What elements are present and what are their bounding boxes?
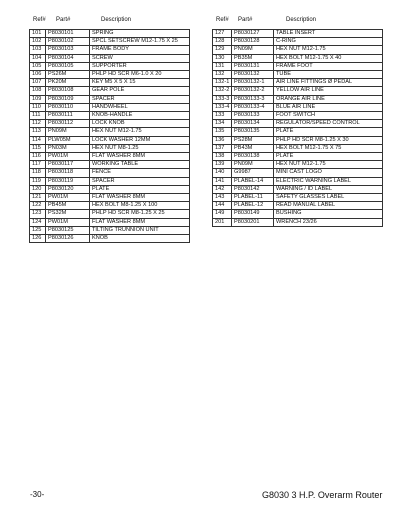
table-row [213, 185, 383, 193]
cell-part: P8030142 [232, 185, 274, 193]
cell-desc: BLUE AIR LINE [274, 103, 383, 111]
table-row [213, 177, 383, 185]
right-parts-table [212, 29, 383, 227]
cell-ref: 108 [30, 87, 46, 95]
cell-desc: REGULATOR/SPEED CONTROL [274, 120, 383, 128]
cell-ref: 133-3 [213, 95, 232, 103]
table-row [30, 169, 190, 177]
cell-part: PB45M [46, 202, 90, 210]
cell-ref: 136 [213, 136, 232, 144]
cell-desc: KNOB [90, 235, 190, 243]
cell-part: PN03M [46, 144, 90, 152]
cell-ref: 132-2 [213, 87, 232, 95]
table-row [30, 185, 190, 193]
cell-ref: 131 [213, 62, 232, 70]
left-parts-table [29, 29, 190, 243]
cell-desc: SCREW [90, 54, 190, 62]
table-row [30, 128, 190, 136]
cell-ref: 101 [30, 30, 46, 38]
cell-ref: 144 [213, 202, 232, 210]
cell-desc: PHLP HD SCR M6-1.0 X 20 [90, 71, 190, 79]
cell-part: P8030132-1 [232, 79, 274, 87]
cell-ref: 123 [30, 210, 46, 218]
cell-part: P8030134 [232, 120, 274, 128]
cell-ref: 119 [30, 177, 46, 185]
table-row [30, 30, 190, 38]
cell-part: PLABEL-12 [232, 202, 274, 210]
cell-part: P8030131 [232, 62, 274, 70]
table-row [213, 210, 383, 218]
cell-ref: 103 [30, 46, 46, 54]
cell-ref: 102 [30, 38, 46, 46]
cell-desc: SPACER [90, 95, 190, 103]
cell-desc: HEX NUT M12-1.75 [274, 161, 383, 169]
table-row [213, 103, 383, 111]
table-row [213, 54, 383, 62]
cell-desc: LOCK WASHER 12MM [90, 136, 190, 144]
cell-ref: 125 [30, 226, 46, 234]
cell-part: PS26M [46, 71, 90, 79]
cell-part: P8030201 [232, 218, 274, 226]
table-row [30, 210, 190, 218]
table-row [30, 95, 190, 103]
cell-ref: 133-4 [213, 103, 232, 111]
table-row [213, 87, 383, 95]
table-row [30, 54, 190, 62]
table-row [213, 95, 383, 103]
table-row [213, 120, 383, 128]
cell-part: P8030132-2 [232, 87, 274, 95]
cell-desc: WARNING / ID LABEL [274, 185, 383, 193]
cell-ref: 120 [30, 185, 46, 193]
table-row [213, 128, 383, 136]
cell-desc: SAFETY GLASSES LABEL [274, 194, 383, 202]
cell-ref: 130 [213, 54, 232, 62]
cell-part: PK20M [46, 79, 90, 87]
cell-desc: PHLP HD SCR M8-1.25 X 25 [90, 210, 190, 218]
table-row [30, 194, 190, 202]
cell-ref: 135 [213, 128, 232, 136]
table-row [30, 71, 190, 79]
cell-ref: 132-1 [213, 79, 232, 87]
cell-part: P8030105 [46, 62, 90, 70]
cell-part: P8030119 [46, 177, 90, 185]
table-row [30, 120, 190, 128]
cell-part: PB35M [232, 54, 274, 62]
right-header-part: Part# [238, 17, 253, 23]
cell-ref: 115 [30, 144, 46, 152]
cell-ref: 118 [30, 169, 46, 177]
cell-desc: ORANGE AIR LINE [274, 95, 383, 103]
cell-desc: WRENCH 23/26 [274, 218, 383, 226]
cell-desc: SPRING [90, 30, 190, 38]
left-header-ref: Ref# [33, 17, 46, 23]
cell-ref: 110 [30, 103, 46, 111]
cell-part: PW01M [46, 153, 90, 161]
table-row [213, 38, 383, 46]
cell-part: P8030126 [46, 235, 90, 243]
cell-ref: 133 [213, 112, 232, 120]
table-row [30, 161, 190, 169]
cell-desc: FRAME FOOT [274, 62, 383, 70]
page-number: -30- [30, 490, 45, 499]
table-row [30, 136, 190, 144]
table-row [30, 38, 190, 46]
table-row [30, 79, 190, 87]
table-row [30, 144, 190, 152]
left-header-description: Description [101, 17, 132, 23]
cell-ref: 117 [30, 161, 46, 169]
cell-desc: FOOT SWITCH [274, 112, 383, 120]
cell-desc: FLAT WASHER 8MM [90, 218, 190, 226]
cell-part: PN09M [46, 128, 90, 136]
table-row [30, 226, 190, 234]
cell-desc: LOCK KNOB [90, 120, 190, 128]
table-row [30, 87, 190, 95]
table-row [213, 202, 383, 210]
cell-ref: 129 [213, 46, 232, 54]
cell-ref: 124 [30, 218, 46, 226]
table-row [30, 46, 190, 54]
cell-part: P8030135 [232, 128, 274, 136]
cell-part: P8030125 [46, 226, 90, 234]
left-header-part: Part# [56, 17, 71, 23]
cell-part: G9987 [232, 169, 274, 177]
table-row [213, 30, 383, 38]
cell-part: P8030120 [46, 185, 90, 193]
cell-part: P8030127 [232, 30, 274, 38]
table-row [30, 153, 190, 161]
cell-part: P8030108 [46, 87, 90, 95]
cell-ref: 201 [213, 218, 232, 226]
table-row [213, 112, 383, 120]
cell-ref: 106 [30, 71, 46, 79]
cell-part: P8030102 [46, 38, 90, 46]
cell-desc: SPACER [90, 177, 190, 185]
right-parts-table-body [213, 30, 383, 227]
cell-desc: TILTING TRUNNION UNIT [90, 226, 190, 234]
cell-part: PN09M [232, 161, 274, 169]
cell-desc: HEX NUT M12-1.75 [90, 128, 190, 136]
cell-part: P8030110 [46, 103, 90, 111]
cell-desc: HEX NUT M12-1.75 [274, 46, 383, 54]
cell-part: P8030133-4 [232, 103, 274, 111]
cell-part: P8030133 [232, 112, 274, 120]
cell-desc: HEX BOLT M8-1.25 X 100 [90, 202, 190, 210]
cell-ref: 122 [30, 202, 46, 210]
cell-desc: PLATE [274, 128, 383, 136]
cell-ref: 134 [213, 120, 232, 128]
cell-ref: 132 [213, 71, 232, 79]
cell-desc: SPCL SETSCREW M12-1.75 X 25 [90, 38, 190, 46]
cell-desc: HANDWHEEL [90, 103, 190, 111]
cell-part: PLABEL-11 [232, 194, 274, 202]
cell-part: P8030112 [46, 120, 90, 128]
table-row [30, 112, 190, 120]
cell-desc: PHLP HD SCR M8-1.25 X 30 [274, 136, 383, 144]
cell-ref: 127 [213, 30, 232, 38]
cell-ref: 105 [30, 62, 46, 70]
cell-part: P8030132 [232, 71, 274, 79]
cell-desc: SUPPORTER [90, 62, 190, 70]
cell-part: PN09M [232, 46, 274, 54]
table-row [213, 194, 383, 202]
cell-part: PS32M [46, 210, 90, 218]
table-row [213, 46, 383, 54]
cell-ref: 126 [30, 235, 46, 243]
table-row [213, 136, 383, 144]
cell-ref: 128 [213, 38, 232, 46]
table-row [30, 202, 190, 210]
cell-desc: PLATE [274, 153, 383, 161]
table-row [213, 62, 383, 70]
cell-part: P8030128 [232, 38, 274, 46]
cell-ref: 109 [30, 95, 46, 103]
cell-desc: PLATE [90, 185, 190, 193]
cell-part: PLABEL-14 [232, 177, 274, 185]
cell-desc: FENCE [90, 169, 190, 177]
cell-part: P8030133-3 [232, 95, 274, 103]
table-row [30, 103, 190, 111]
cell-ref: 137 [213, 144, 232, 152]
left-parts-table-body [30, 30, 190, 243]
cell-desc: HEX BOLT M12-1.75 X 40 [274, 54, 383, 62]
cell-ref: 113 [30, 128, 46, 136]
cell-part: PB43M [232, 144, 274, 152]
cell-part: P8030118 [46, 169, 90, 177]
cell-part: P8030138 [232, 153, 274, 161]
table-row [213, 169, 383, 177]
cell-desc: KEY M5 X 5 X 15 [90, 79, 190, 87]
table-row [30, 218, 190, 226]
table-row [30, 62, 190, 70]
cell-ref: 149 [213, 210, 232, 218]
cell-desc: FRAME BODY [90, 46, 190, 54]
right-header-ref: Ref# [216, 17, 229, 23]
cell-part: P8030109 [46, 95, 90, 103]
cell-ref: 107 [30, 79, 46, 87]
cell-desc: HEX BOLT M12-1.75 X 75 [274, 144, 383, 152]
cell-ref: 111 [30, 112, 46, 120]
cell-part: P8030104 [46, 54, 90, 62]
cell-desc: YELLOW AIR LINE [274, 87, 383, 95]
cell-desc: KNOB-HANDLE [90, 112, 190, 120]
cell-desc: GEAR POLE [90, 87, 190, 95]
cell-part: PS28M [232, 136, 274, 144]
cell-part: PW01M [46, 194, 90, 202]
cell-desc: C-RING [274, 38, 383, 46]
table-row [213, 161, 383, 169]
cell-desc: HEX NUT M8-1.25 [90, 144, 190, 152]
cell-ref: 112 [30, 120, 46, 128]
cell-part: P8030117 [46, 161, 90, 169]
cell-desc: WORKING TABLE [90, 161, 190, 169]
cell-part: PLW05M [46, 136, 90, 144]
cell-part: P8030101 [46, 30, 90, 38]
cell-part: PW01M [46, 218, 90, 226]
cell-ref: 138 [213, 153, 232, 161]
cell-desc: FLAT WASHER 8MM [90, 194, 190, 202]
cell-desc: READ MANUAL LABEL [274, 202, 383, 210]
cell-ref: 114 [30, 136, 46, 144]
table-row [213, 153, 383, 161]
cell-ref: 139 [213, 161, 232, 169]
table-row [213, 144, 383, 152]
cell-part: P8030103 [46, 46, 90, 54]
cell-desc: BUSHING [274, 210, 383, 218]
table-row [213, 218, 383, 226]
cell-part: P8030111 [46, 112, 90, 120]
table-row [213, 71, 383, 79]
cell-ref: 143 [213, 194, 232, 202]
right-header-description: Description [286, 17, 317, 23]
cell-desc: FLAT WASHER 8MM [90, 153, 190, 161]
table-row [30, 177, 190, 185]
cell-desc: ELECTRIC WARNING LABEL [274, 177, 383, 185]
table-row [213, 79, 383, 87]
page-footer-title: G8030 3 H.P. Overarm Router [262, 490, 383, 500]
cell-desc: TUBE [274, 71, 383, 79]
cell-part: P8030149 [232, 210, 274, 218]
cell-ref: 141 [213, 177, 232, 185]
cell-ref: 116 [30, 153, 46, 161]
cell-ref: 140 [213, 169, 232, 177]
cell-ref: 142 [213, 185, 232, 193]
cell-ref: 121 [30, 194, 46, 202]
cell-desc: MINI CAST LOGO [274, 169, 383, 177]
cell-desc: AIR LINE FITTINGS Ø PEDAL [274, 79, 383, 87]
table-row [30, 235, 190, 243]
cell-ref: 104 [30, 54, 46, 62]
cell-desc: TABLE INSERT [274, 30, 383, 38]
